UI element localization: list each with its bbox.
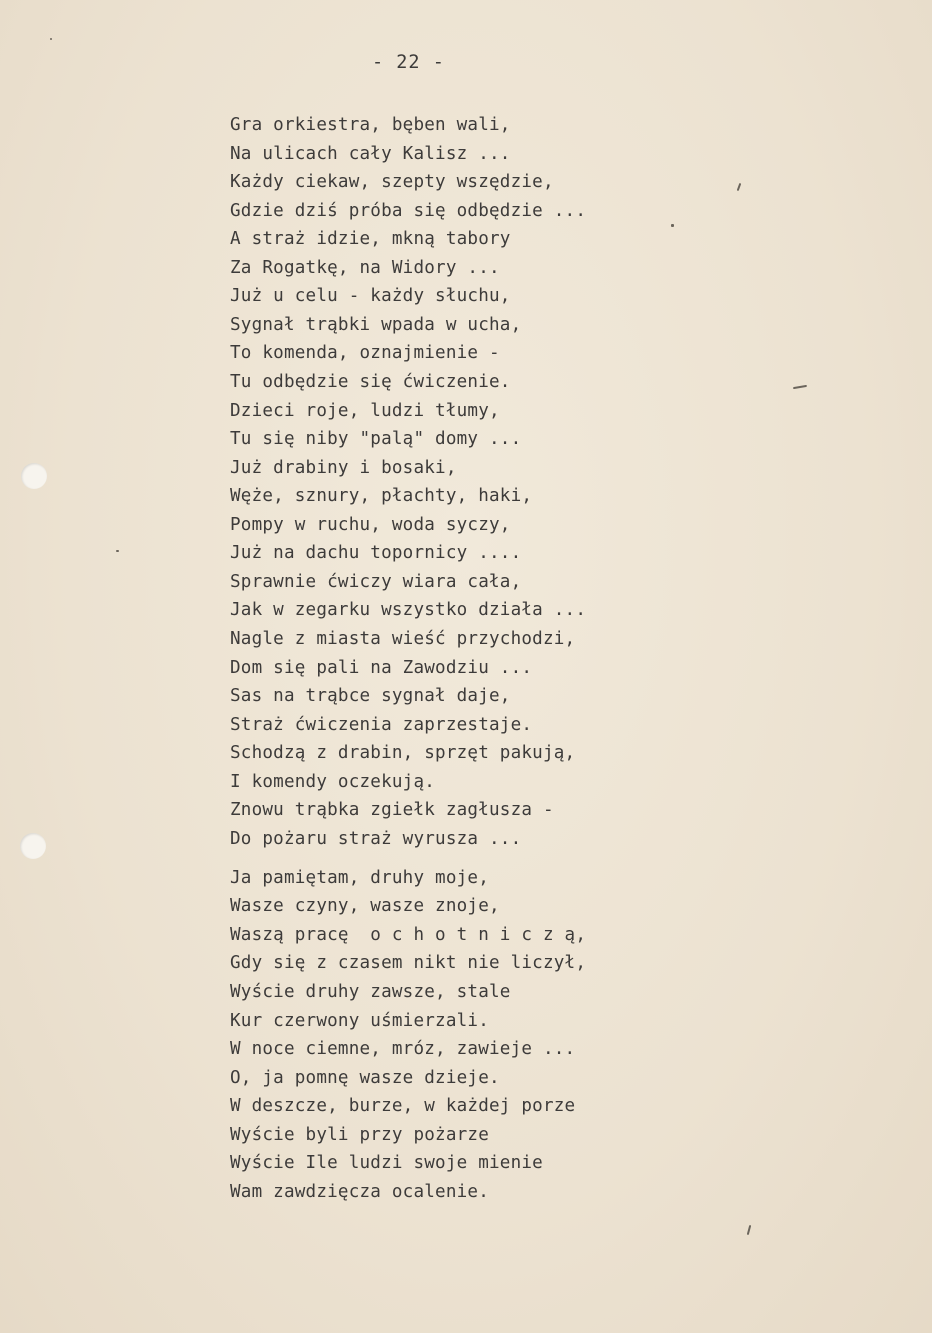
paper-speck [50,38,52,40]
poem-line: Wyście byli przy pożarze [230,1125,490,1145]
poem-line: Pompy w ruchu, woda syczy, [230,515,511,535]
poem-line: Tu się niby "palą" domy ... [230,429,522,449]
poem-line: Schodzą z drabin, sprzęt pakują, [230,743,576,763]
poem-line: Ja pamiętam, druhy moje, [230,868,490,888]
poem-line: Wyście Ile ludzi swoje mienie [230,1153,543,1173]
poem-line: Gra orkiestra, bęben wali, [230,115,511,135]
poem-line: Już drabiny i bosaki, [230,458,457,478]
poem-line: Gdy się z czasem nikt nie liczył, [230,953,587,973]
poem-line: Straż ćwiczenia zaprzestaje. [230,715,533,735]
poem-line: Jak w zegarku wszystko działa ... [230,600,587,620]
poem-line: Węże, sznury, płachty, haki, [230,486,533,506]
poem-line: Wyście druhy zawsze, stale [230,982,511,1002]
poem-line: Tu odbędzie się ćwiczenie. [230,372,511,392]
poem-line: Wasze czyny, wasze znoje, [230,896,500,916]
poem-line: Wam zawdzięcza ocalenie. [230,1182,490,1202]
poem-line: Kur czerwony uśmierzali. [230,1011,490,1031]
paper-speck [116,550,119,552]
poem-line: Waszą pracę o c h o t n i c z ą, [230,925,587,945]
poem-line: Za Rogatkę, na Widory ... [230,258,500,278]
poem-line: Już na dachu topornicy .... [230,543,522,563]
poem-line: Sprawnie ćwiczy wiara cała, [230,572,522,592]
poem-line: Już u celu - każdy słuchu, [230,286,511,306]
poem-line: Sas na trąbce sygnał daje, [230,686,511,706]
poem-line: Znowu trąbka zgiełk zagłusza - [230,800,554,820]
poem-line: Gdzie dziś próba się odbędzie ... [230,201,587,221]
poem-line: Dzieci roje, ludzi tłumy, [230,401,500,421]
page-number: - 22 - [372,52,445,73]
poem-line: Na ulicach cały Kalisz ... [230,144,511,164]
poem-line: I komendy oczekują. [230,772,436,792]
poem-line: W deszcze, burze, w każdej porze [230,1096,576,1116]
poem-line: W noce ciemne, mróz, zawieje ... [230,1039,576,1059]
poem-line: O, ja pomnę wasze dzieje. [230,1068,500,1088]
paper-speck [793,385,807,389]
paper-speck [671,224,674,227]
punch-hole-top [21,463,47,489]
poem-line: Dom się pali na Zawodziu ... [230,658,533,678]
poem-line: To komenda, oznajmienie - [230,343,500,363]
poem-line: A straż idzie, mkną tabory [230,229,511,249]
punch-hole-bottom [20,833,46,859]
paper-speck [737,183,742,191]
poem-line: Każdy ciekaw, szepty wszędzie, [230,172,554,192]
paper-speck [747,1225,752,1235]
poem-line: Nagle z miasta wieść przychodzi, [230,629,576,649]
poem-line: Sygnał trąbki wpada w ucha, [230,315,522,335]
poem-line: Do pożaru straż wyrusza ... [230,829,522,849]
